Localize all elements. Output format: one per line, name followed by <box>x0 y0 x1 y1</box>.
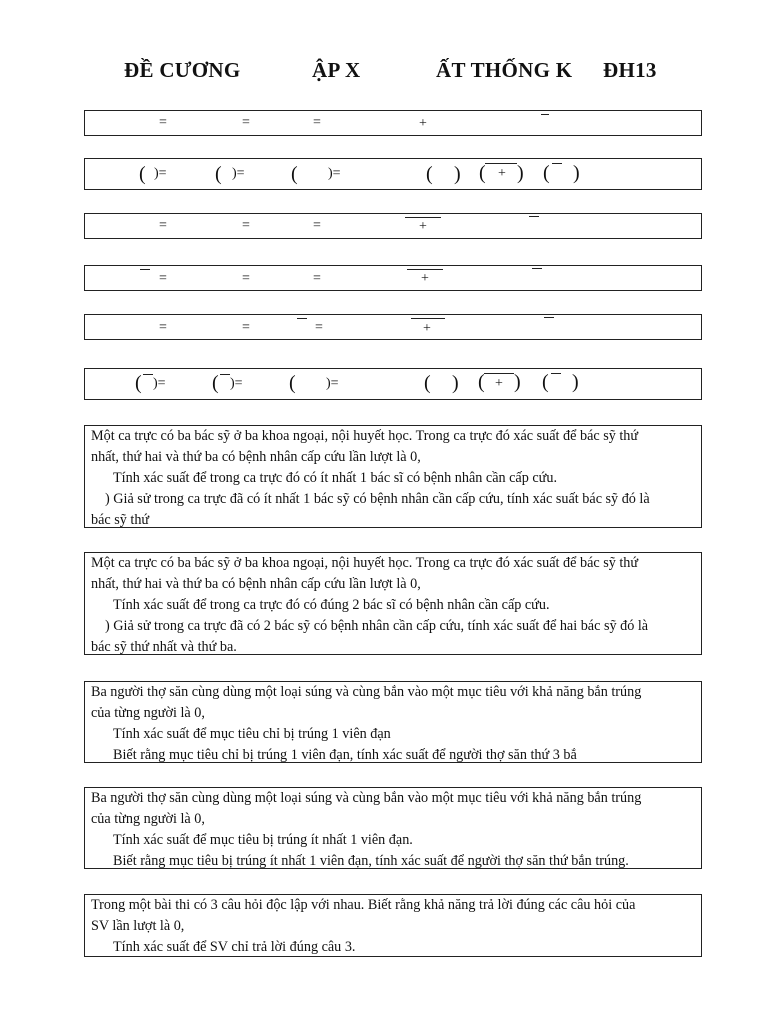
paren-equals: )= <box>232 166 245 181</box>
overline-bar <box>143 374 153 375</box>
problem-text: SV lần lượt là 0, <box>91 918 185 934</box>
problem-text: bác sỹ thứ nhất và thứ ba. <box>91 639 237 655</box>
formula-box-2 <box>84 158 702 190</box>
open-paren: ( <box>212 372 219 394</box>
overline-bar <box>405 217 441 218</box>
problem-text: Một ca trực có ba bác sỹ ở ba khoa ngoại, nội huyết học. Trong ca trực đó xác suất để bác sỹ thứ <box>91 555 639 571</box>
overline-bar <box>541 114 549 115</box>
problem-text: của từng người là 0, <box>91 705 205 721</box>
plus-sign: + <box>495 376 503 391</box>
equals-sign: = <box>313 115 321 130</box>
overline-bar <box>552 163 562 164</box>
problem-text: nhất, thứ hai và thứ ba có bệnh nhân cấp cứu lần lượt là 0, <box>91 449 421 465</box>
equals-sign: = <box>159 271 167 286</box>
overline-bar <box>220 374 230 375</box>
problem-text: Tính xác suất để trong ca trực đó có đúng 2 bác sĩ có bệnh nhân cần cấp cứu. <box>113 597 550 613</box>
equals-sign: = <box>159 218 167 233</box>
overline-bar <box>551 373 561 374</box>
equals-sign: = <box>242 320 250 335</box>
open-paren: ( <box>135 372 142 394</box>
problem-box-5 <box>84 894 702 957</box>
close-paren: ) <box>514 371 521 393</box>
title-part-2: ẬP X <box>312 58 361 82</box>
paren-equals: )= <box>153 376 166 391</box>
open-paren: ( <box>426 163 433 185</box>
problem-text: bác sỹ thứ <box>91 512 150 528</box>
open-paren: ( <box>424 372 431 394</box>
overline-bar <box>529 216 539 217</box>
plus-sign: + <box>421 271 429 286</box>
paren-equals: )= <box>154 166 167 181</box>
overline-bar <box>532 268 542 269</box>
equals-sign: = <box>242 115 250 130</box>
problem-text: ) Giả sử trong ca trực đã có ít nhất 1 bác sỹ có bệnh nhân cần cấp cứu, tính xác suất bác sỹ đó là <box>105 491 650 507</box>
close-paren: ) <box>573 162 580 184</box>
open-paren: ( <box>289 372 296 394</box>
equals-sign: = <box>242 218 250 233</box>
problem-text: Tính xác suất để SV chỉ trả lời đúng câu 3. <box>113 939 356 955</box>
problem-text: của từng người là 0, <box>91 811 205 827</box>
close-paren: ) <box>572 371 579 393</box>
formula-box-3 <box>84 213 702 239</box>
problem-text: Một ca trực có ba bác sỹ ở ba khoa ngoại, nội huyết học. Trong ca trực đó xác suất để bác sỹ thứ <box>91 428 639 444</box>
open-paren: ( <box>215 163 222 185</box>
problem-text: Tính xác suất để mục tiêu chỉ bị trúng 1 viên đạn <box>113 726 391 742</box>
plus-sign: + <box>423 321 431 336</box>
plus-sign: + <box>419 116 427 131</box>
problem-text: Tính xác suất để mục tiêu bị trúng ít nhất 1 viên đạn. <box>113 832 413 848</box>
problem-text: Biết rằng mục tiêu chỉ bị trúng 1 viên đạn, tính xác suất để người thợ săn thứ 3 bắ <box>113 747 577 763</box>
problem-box-3 <box>84 681 702 763</box>
open-paren: ( <box>542 371 549 393</box>
overline-bar <box>484 373 514 374</box>
plus-sign: + <box>419 219 427 234</box>
equals-sign: = <box>159 115 167 130</box>
problem-text: Tính xác suất để trong ca trực đó có ít nhất 1 bác sĩ có bệnh nhân cần cấp cứu. <box>113 470 557 486</box>
problem-text: nhất, thứ hai và thứ ba có bệnh nhân cấp cứu lần lượt là 0, <box>91 576 421 592</box>
overline-bar <box>140 269 150 270</box>
plus-sign: + <box>498 166 506 181</box>
formula-box-1 <box>84 110 702 136</box>
open-paren: ( <box>139 163 146 185</box>
open-paren: ( <box>478 371 485 393</box>
equals-sign: = <box>159 320 167 335</box>
paren-equals: )= <box>326 376 339 391</box>
equals-sign: = <box>313 271 321 286</box>
problem-text: Trong một bài thi có 3 câu hỏi độc lập với nhau. Biết rằng khả năng trả lời đúng các câu hỏi của <box>91 897 636 913</box>
open-paren: ( <box>291 163 298 185</box>
equals-sign: = <box>242 271 250 286</box>
equals-sign: = <box>313 218 321 233</box>
close-paren: ) <box>517 162 524 184</box>
problem-text: Ba người thợ săn cùng dùng một loại súng và cùng bắn vào một mục tiêu với khả năng bắn trúng <box>91 684 642 700</box>
title-part-1: ĐỀ CƯƠNG <box>124 58 241 82</box>
open-paren: ( <box>543 162 550 184</box>
formula-box-4 <box>84 265 702 291</box>
close-paren: ) <box>454 163 461 185</box>
problem-text: Ba người thợ săn cùng dùng một loại súng và cùng bắn vào một mục tiêu với khả năng bắn trúng <box>91 790 642 806</box>
equals-sign: = <box>315 320 323 335</box>
overline-bar <box>485 163 517 164</box>
title-part-4: ĐH13 <box>603 58 657 82</box>
problem-text: ) Giả sử trong ca trực đã có 2 bác sỹ có bệnh nhân cần cấp cứu, tính xác suất để hai bác sỹ đó là <box>105 618 649 634</box>
overline-bar <box>411 318 445 319</box>
problem-box-2 <box>84 552 702 655</box>
open-paren: ( <box>479 162 486 184</box>
overline-bar <box>407 269 443 270</box>
overline-bar <box>544 317 554 318</box>
problem-box-1 <box>84 425 702 528</box>
title-part-3: ẤT THỐNG K <box>436 58 573 82</box>
paren-equals: )= <box>328 166 341 181</box>
problem-box-4 <box>84 787 702 869</box>
close-paren: ) <box>452 372 459 394</box>
formula-box-5 <box>84 314 702 340</box>
problem-text: Biết rằng mục tiêu bị trúng ít nhất 1 viên đạn, tính xác suất để người thợ săn thứ bắn trúng. <box>113 853 629 869</box>
formula-box-6 <box>84 368 702 400</box>
paren-equals: )= <box>230 376 243 391</box>
overline-bar <box>297 318 307 319</box>
